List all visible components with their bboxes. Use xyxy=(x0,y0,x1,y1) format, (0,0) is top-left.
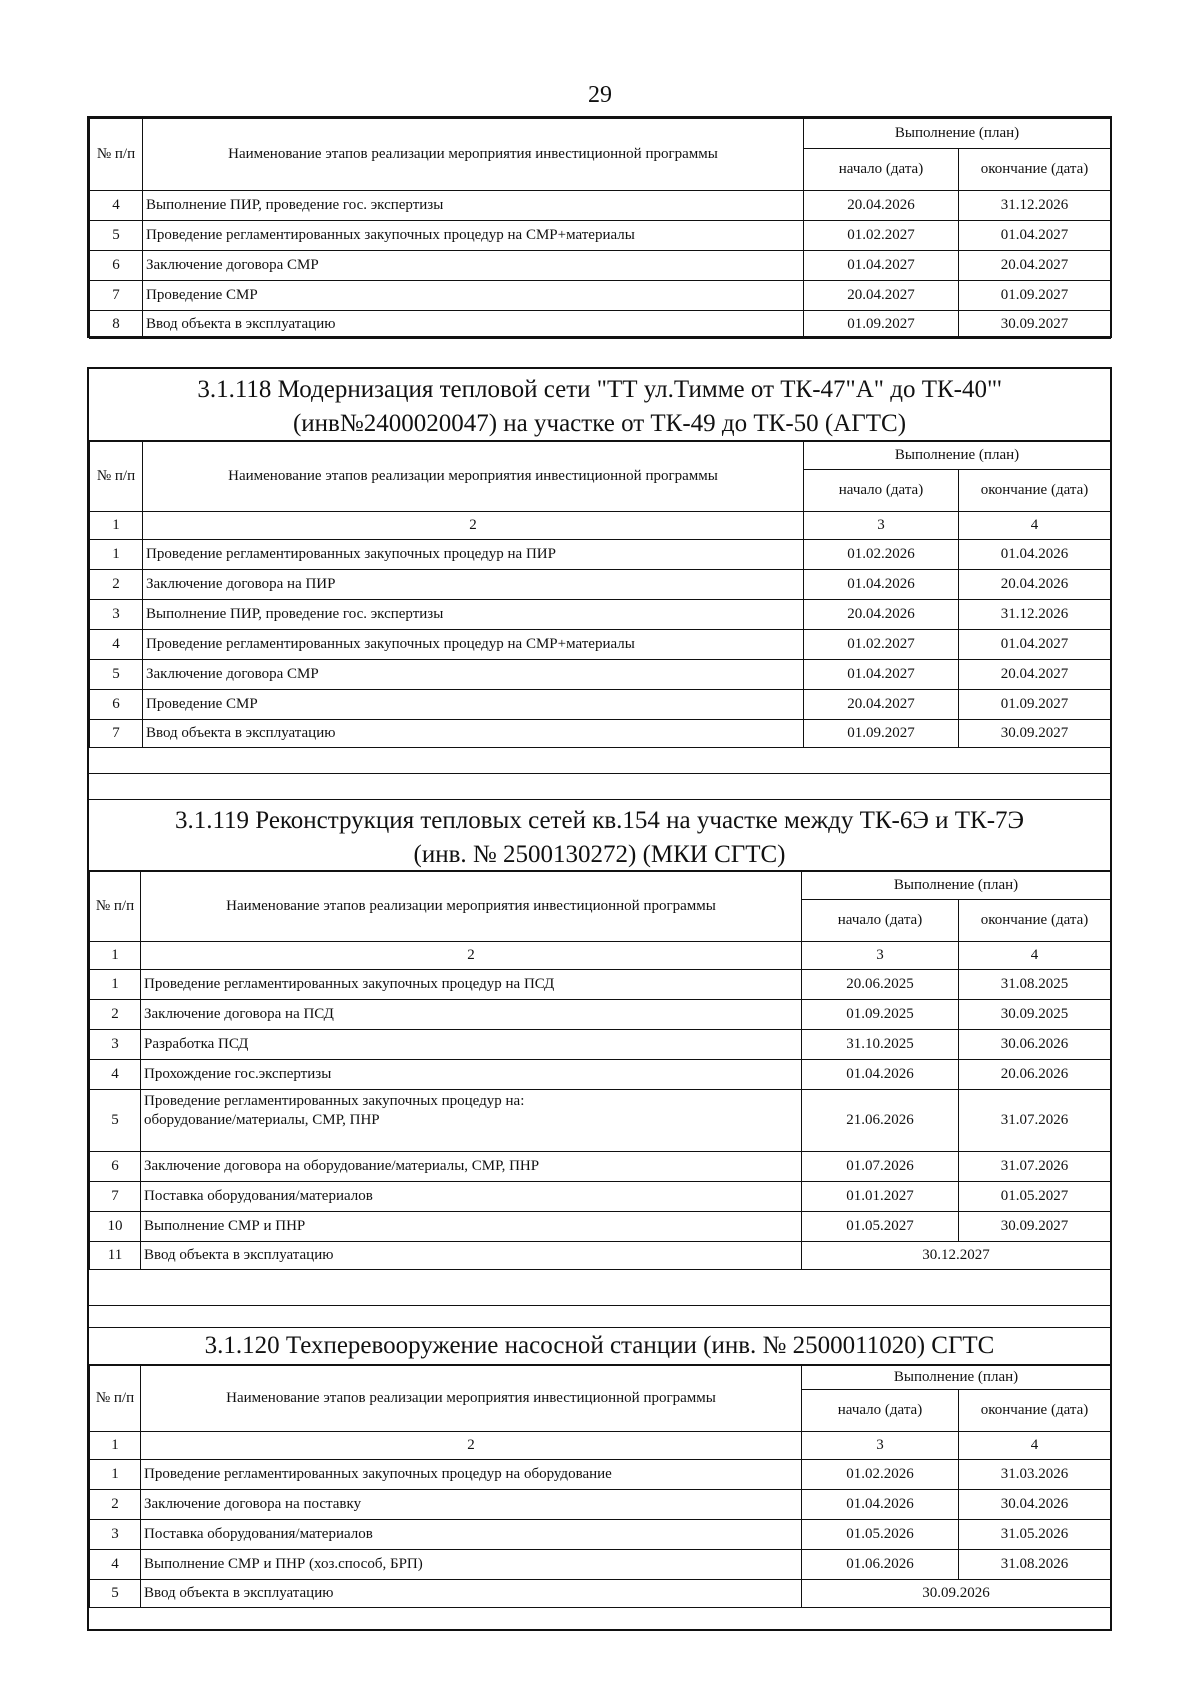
cell-name: Заключение договора на ПИР xyxy=(143,570,804,600)
header-end: окончание (дата) xyxy=(959,470,1111,512)
header-exec: Выполнение (план) xyxy=(802,1366,1111,1390)
header-start: начало (дата) xyxy=(802,900,959,942)
colnum: 1 xyxy=(90,1432,141,1460)
colnum: 1 xyxy=(90,942,141,970)
header-exec: Выполнение (план) xyxy=(804,442,1111,470)
cell-name: Заключение договора на поставку xyxy=(141,1490,802,1520)
colnum: 4 xyxy=(959,1432,1111,1460)
header-exec: Выполнение (план) xyxy=(802,872,1111,900)
cell-num: 6 xyxy=(90,1152,141,1182)
header-num: № п/п xyxy=(90,1366,141,1432)
cell-start: 01.02.2027 xyxy=(804,630,959,660)
cell-num: 7 xyxy=(90,1182,141,1212)
cell-name: Заключение договора СМР xyxy=(143,251,804,281)
cell-num: 3 xyxy=(90,1030,141,1060)
cell-name: Ввод объекта в эксплуатацию xyxy=(143,720,804,748)
cell-end: 01.04.2027 xyxy=(959,630,1111,660)
header-name: Наименование этапов реализации мероприятия инвестиционной программы xyxy=(143,119,804,191)
cell-end: 31.03.2026 xyxy=(959,1460,1111,1490)
cell-name xyxy=(141,1090,802,1152)
colnum: 3 xyxy=(802,1432,959,1460)
cell-date-merged: 30.09.2026 xyxy=(802,1580,1111,1608)
header-num: № п/п xyxy=(90,119,143,191)
colnum: 2 xyxy=(143,512,804,540)
cell-num: 11 xyxy=(90,1242,141,1270)
cell-start: 01.02.2026 xyxy=(802,1460,959,1490)
section-title-3-1-118: 3.1.118 Модернизация тепловой сети "ТТ ул.Тимме от ТК-47"А" до ТК-40"' (инв№2400020047) на участке от ТК-49 до ТК-50 (АГТС) xyxy=(89,369,1110,441)
cell-start: 01.05.2027 xyxy=(802,1212,959,1242)
cell-start: 01.04.2027 xyxy=(804,251,959,281)
header-end: окончание (дата) xyxy=(959,149,1111,191)
cell-num: 5 xyxy=(90,1090,141,1152)
cell-end: 30.09.2027 xyxy=(959,311,1111,339)
cell-start: 01.04.2026 xyxy=(802,1060,959,1090)
page-number: 29 xyxy=(588,82,612,108)
cell-start: 20.04.2027 xyxy=(804,690,959,720)
cell-num: 5 xyxy=(90,660,143,690)
spacer-row xyxy=(89,773,1110,774)
cell-name: Ввод объекта в эксплуатацию xyxy=(141,1242,802,1270)
cell-end: 30.04.2026 xyxy=(959,1490,1111,1520)
cell-name: Проведение регламентированных закупочных процедур на СМР+материалы xyxy=(143,630,804,660)
cell-num: 2 xyxy=(90,1490,141,1520)
section-title-3-1-119: 3.1.119 Реконструкция тепловых сетей кв.154 на участке между ТК-6Э и ТК-7Э (инв. № 2500130272) (МКИ СГТС) xyxy=(89,799,1110,871)
cell-start: 20.04.2026 xyxy=(804,191,959,221)
cell-start: 01.01.2027 xyxy=(802,1182,959,1212)
cell-num: 2 xyxy=(90,570,143,600)
header-num: № п/п xyxy=(90,442,143,512)
cell-name-line2: оборудование/материалы, СМР, ПНР xyxy=(144,1112,380,1128)
cell-name: Проведение СМР xyxy=(143,690,804,720)
cell-name: Проведение регламентированных закупочных процедур на ПИР xyxy=(143,540,804,570)
cell-num: 5 xyxy=(90,221,143,251)
cell-name: Выполнение ПИР, проведение гос. экспертизы xyxy=(143,600,804,630)
spacer-row xyxy=(89,1607,1110,1608)
cell-name: Заключение договора на оборудование/материалы, СМР, ПНР xyxy=(141,1152,802,1182)
cell-end: 20.04.2026 xyxy=(959,570,1111,600)
cell-name: Проведение СМР xyxy=(143,281,804,311)
colnum: 4 xyxy=(959,512,1111,540)
section-title-3-1-120: 3.1.120 Техперевооружение насосной станции (инв. № 2500011020) СГТС xyxy=(89,1327,1110,1365)
cell-end: 31.07.2026 xyxy=(959,1152,1111,1182)
cell-name: Проведение регламентированных закупочных процедур на оборудование xyxy=(141,1460,802,1490)
cell-num: 1 xyxy=(90,970,141,1000)
cell-name: Поставка оборудования/материалов xyxy=(141,1182,802,1212)
cell-end: 31.12.2026 xyxy=(959,191,1111,221)
cell-num: 10 xyxy=(90,1212,141,1242)
header-start: начало (дата) xyxy=(804,149,959,191)
cell-num: 1 xyxy=(90,540,143,570)
cell-end: 31.05.2026 xyxy=(959,1520,1111,1550)
cell-num: 4 xyxy=(90,1550,141,1580)
header-name: Наименование этапов реализации мероприятия инвестиционной программы xyxy=(141,872,802,942)
cell-num: 8 xyxy=(90,311,143,339)
cell-start: 01.04.2026 xyxy=(802,1490,959,1520)
colnum: 1 xyxy=(90,512,143,540)
cell-end: 30.09.2027 xyxy=(959,720,1111,748)
cell-name: Проведение регламентированных закупочных процедур на СМР+материалы xyxy=(143,221,804,251)
cell-start: 01.05.2026 xyxy=(802,1520,959,1550)
cell-num: 4 xyxy=(90,1060,141,1090)
header-exec: Выполнение (план) xyxy=(804,119,1111,149)
cell-name: Ввод объекта в эксплуатацию xyxy=(143,311,804,339)
cell-num: 6 xyxy=(90,690,143,720)
cell-end: 01.05.2027 xyxy=(959,1182,1111,1212)
cell-start: 01.09.2027 xyxy=(804,720,959,748)
cell-end: 31.08.2025 xyxy=(959,970,1111,1000)
cell-name: Поставка оборудования/материалов xyxy=(141,1520,802,1550)
cell-name: Прохождение гос.экспертизы xyxy=(141,1060,802,1090)
cell-end: 30.09.2025 xyxy=(959,1000,1111,1030)
cell-start: 31.10.2025 xyxy=(802,1030,959,1060)
cell-name: Заключение договора СМР xyxy=(143,660,804,690)
cell-start: 01.02.2026 xyxy=(804,540,959,570)
header-end: окончание (дата) xyxy=(959,900,1111,942)
cell-end: 20.04.2027 xyxy=(959,251,1111,281)
cell-name: Заключение договора на ПСД xyxy=(141,1000,802,1030)
cell-num: 4 xyxy=(90,630,143,660)
cell-num: 6 xyxy=(90,251,143,281)
cell-start: 01.04.2027 xyxy=(804,660,959,690)
cell-name: Проведение регламентированных закупочных процедур на ПСД xyxy=(141,970,802,1000)
cell-name: Выполнение СМР и ПНР (хоз.способ, БРП) xyxy=(141,1550,802,1580)
cell-start: 21.06.2026 xyxy=(802,1090,959,1152)
cell-start: 20.06.2025 xyxy=(802,970,959,1000)
cell-end: 01.04.2026 xyxy=(959,540,1111,570)
cell-name: Выполнение СМР и ПНР xyxy=(141,1212,802,1242)
cell-num: 1 xyxy=(90,1460,141,1490)
table-continuation xyxy=(87,116,1112,338)
cell-start: 01.07.2026 xyxy=(802,1152,959,1182)
cell-end: 31.12.2026 xyxy=(959,600,1111,630)
cell-start: 01.04.2026 xyxy=(804,570,959,600)
colnum: 3 xyxy=(802,942,959,970)
colnum: 2 xyxy=(141,942,802,970)
cell-start: 01.02.2027 xyxy=(804,221,959,251)
cell-start: 20.04.2027 xyxy=(804,281,959,311)
header-name: Наименование этапов реализации мероприятия инвестиционной программы xyxy=(143,442,804,512)
cell-end: 01.09.2027 xyxy=(959,281,1111,311)
colnum: 2 xyxy=(141,1432,802,1460)
section-block xyxy=(87,367,1112,1631)
cell-num: 4 xyxy=(90,191,143,221)
cell-end: 20.04.2027 xyxy=(959,660,1111,690)
cell-num: 3 xyxy=(90,1520,141,1550)
cell-end: 01.09.2027 xyxy=(959,690,1111,720)
header-name: Наименование этапов реализации мероприятия инвестиционной программы xyxy=(141,1366,802,1432)
colnum: 4 xyxy=(959,942,1111,970)
cell-date-merged: 30.12.2027 xyxy=(802,1242,1111,1270)
header-num: № п/п xyxy=(90,872,141,942)
cell-start: 01.09.2027 xyxy=(804,311,959,339)
cell-end: 01.04.2027 xyxy=(959,221,1111,251)
cell-start: 20.04.2026 xyxy=(804,600,959,630)
cell-name: Ввод объекта в эксплуатацию xyxy=(141,1580,802,1608)
cell-name: Выполнение ПИР, проведение гос. экспертизы xyxy=(143,191,804,221)
cell-end: 30.09.2027 xyxy=(959,1212,1111,1242)
colnum: 3 xyxy=(804,512,959,540)
cell-num: 5 xyxy=(90,1580,141,1608)
cell-start: 01.06.2026 xyxy=(802,1550,959,1580)
cell-end: 31.07.2026 xyxy=(959,1090,1111,1152)
cell-name: Разработка ПСД xyxy=(141,1030,802,1060)
cell-num: 3 xyxy=(90,600,143,630)
cell-num: 7 xyxy=(90,281,143,311)
cell-num: 2 xyxy=(90,1000,141,1030)
cell-end: 20.06.2026 xyxy=(959,1060,1111,1090)
cell-name-line1: Проведение регламентированных закупочных процедур на: xyxy=(144,1093,525,1109)
header-start: начало (дата) xyxy=(802,1390,959,1432)
cell-num: 7 xyxy=(90,720,143,748)
cell-end: 31.08.2026 xyxy=(959,1550,1111,1580)
cell-end: 30.06.2026 xyxy=(959,1030,1111,1060)
header-end: окончание (дата) xyxy=(959,1390,1111,1432)
header-start: начало (дата) xyxy=(804,470,959,512)
spacer-row xyxy=(89,1305,1110,1306)
cell-start: 01.09.2025 xyxy=(802,1000,959,1030)
